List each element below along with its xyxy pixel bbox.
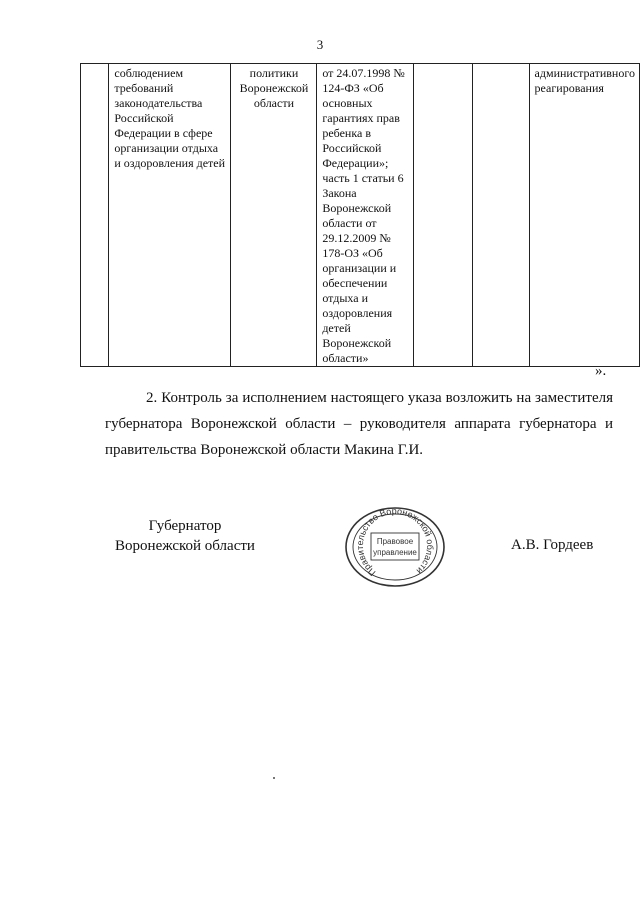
table-row bbox=[81, 64, 640, 367]
signature-role-line1: Губернатор bbox=[148, 518, 222, 534]
stamp-center-line2: управление bbox=[373, 548, 417, 557]
paragraph-control: 2. Контроль за исполнением настоящего указа возложить на заместителя губернатора Воронежской области – руководителя аппарата губернатора и правительства Воронежской области Макина Г.И. bbox=[105, 390, 613, 458]
table-cell-number bbox=[81, 64, 109, 367]
signature-role-line2: Воронежской области bbox=[115, 538, 255, 554]
stamp-center-line1: Правовое bbox=[376, 537, 414, 546]
page-number: 3 bbox=[316, 37, 324, 52]
signature-role bbox=[105, 516, 265, 556]
table-cell-responsible: политики Воронежской области bbox=[230, 64, 317, 367]
signature-name: А.В. Гордеев bbox=[511, 537, 594, 553]
table-cell-measure: соблюдением требований законодательства Российской Федерации в сфере организации отдыха и оздоровления детей bbox=[109, 64, 230, 367]
table-continuation bbox=[80, 63, 640, 367]
table-cell-legal-basis: от 24.07.1998 № 124-ФЗ «Об основных гарантиях прав ребенка в Российской Федерации»; часть 1 статьи 6 Закона Воронежской области от 29.12.2009 № 178-ОЗ «Об организации и обеспечении отдыха и оздоровления детей Воронежской области» bbox=[317, 64, 413, 367]
table-closing-mark: ». bbox=[595, 363, 607, 379]
table-cell-empty-1 bbox=[413, 64, 472, 367]
stamp-ring-text: Правительство Воронежской области bbox=[354, 505, 436, 578]
table-cell-reaction: административного реагирования bbox=[529, 64, 639, 367]
table-cell-empty-2 bbox=[473, 64, 529, 367]
official-stamp bbox=[340, 505, 450, 589]
scan-speck bbox=[273, 777, 275, 779]
